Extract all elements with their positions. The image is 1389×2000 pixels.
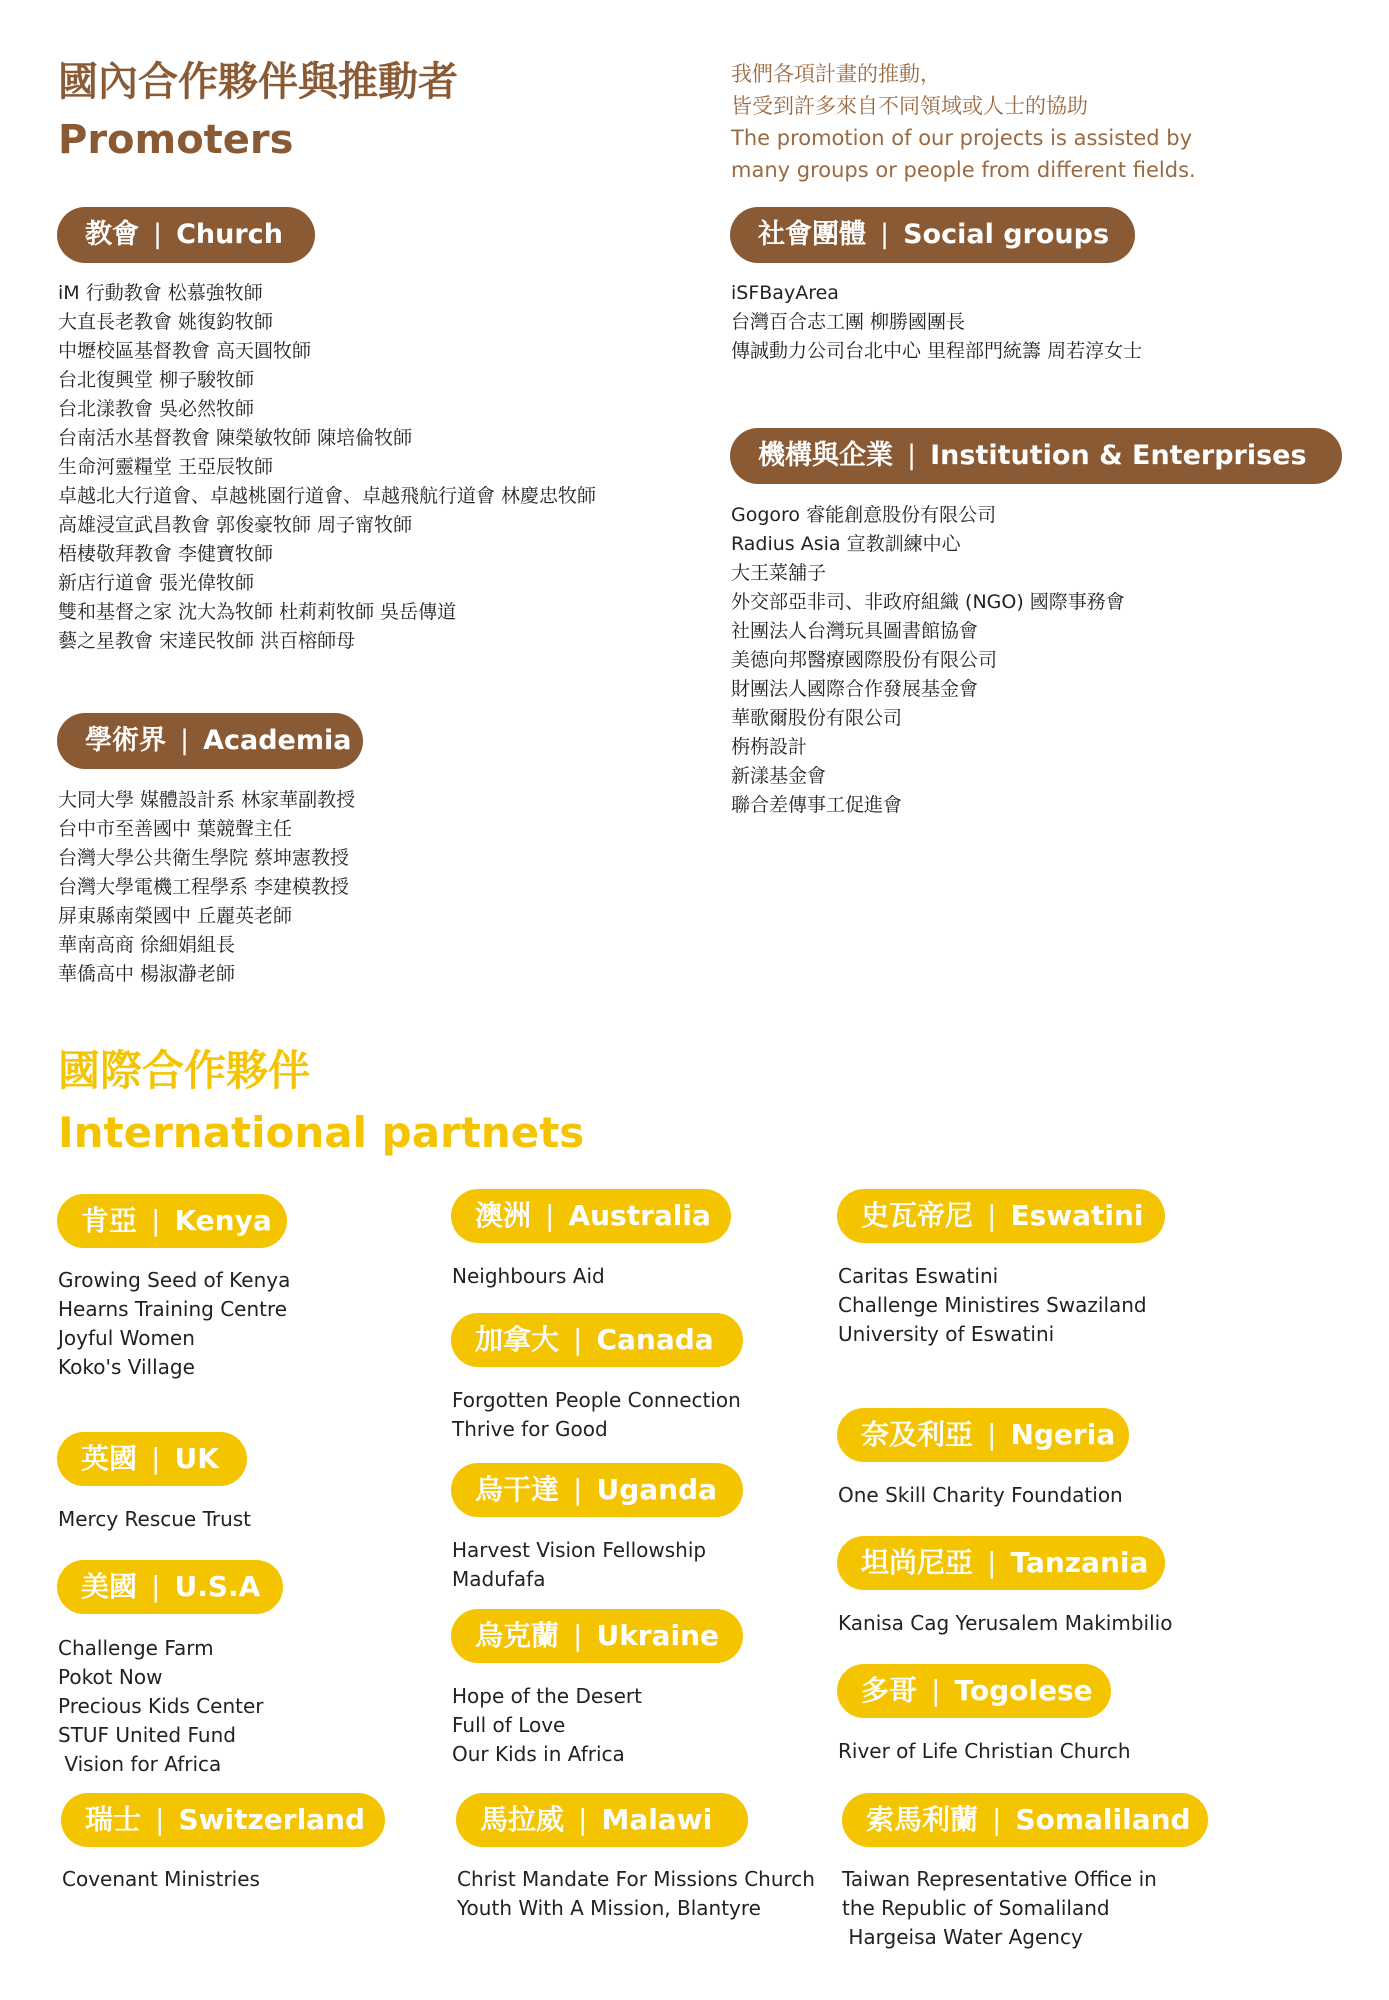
tanzania-badge: 坦尚尼亞 | Tanzania — [837, 1536, 1165, 1590]
list-item: 栴栴設計 — [731, 736, 808, 758]
badge-label-zh: 機構與企業 — [758, 440, 893, 471]
list-item: Challenge Ministires Swaziland — [838, 1293, 1147, 1317]
social-groups-list — [731, 279, 1142, 366]
canada-list — [452, 1386, 741, 1444]
international-heading — [58, 1040, 584, 1164]
list-item: Gogoro 睿能創意股份有限公司 — [731, 504, 997, 526]
list-item: 台灣大學公共衛生學院 蔡坤憲教授 — [58, 847, 350, 869]
list-item: River of Life Christian Church — [838, 1739, 1131, 1763]
badge-label-en: Australia — [568, 1199, 711, 1232]
somaliland-list — [842, 1865, 1157, 1952]
list-item: Kanisa Cag Yerusalem Makimbilio — [838, 1611, 1173, 1635]
list-item: 高雄浸宣武昌教會 郭俊豪牧師 周子甯牧師 — [58, 514, 413, 536]
list-item: 卓越北大行道會、卓越桃園行道會、卓越飛航行道會 林慶忠牧師 — [58, 485, 597, 507]
intro-line: 我們各項計畫的推動， — [731, 62, 941, 86]
malawi-badge: 馬拉威 | Malawi — [456, 1793, 748, 1847]
list-item: 台灣大學電機工程學系 李建模教授 — [58, 876, 350, 898]
academia-list — [58, 786, 355, 989]
list-item: 傳誠動力公司台北中心 里程部門統籌 周若淳女士 — [731, 340, 1143, 362]
intro-line: The promotion of our projects is assisted by — [731, 126, 1193, 150]
ukraine-list — [452, 1682, 642, 1769]
australia-list — [452, 1262, 605, 1291]
list-item: 台中市至善國中 葉競聲主任 — [58, 818, 293, 840]
list-item: Hargeisa Water Agency — [842, 1925, 1083, 1949]
international-title-zh: 國際合作夥伴 — [58, 1046, 311, 1095]
list-item: Pokot Now — [58, 1665, 163, 1689]
badge-label-zh: 烏克蘭 — [475, 1619, 560, 1652]
uganda-list — [452, 1536, 706, 1594]
list-item: Mercy Rescue Trust — [58, 1507, 252, 1531]
eswatini-list — [838, 1262, 1147, 1349]
badge-label-zh: 社會團體 — [758, 219, 866, 250]
list-item: 台北復興堂 柳子駿牧師 — [58, 369, 255, 391]
list-item: 新漾基金會 — [731, 765, 827, 787]
tanzania-list — [838, 1609, 1172, 1638]
church-list — [58, 279, 596, 656]
badge-label-zh: 烏干達 — [475, 1473, 560, 1506]
badge-label-en: Academia — [203, 725, 352, 756]
list-item: Full of Love — [452, 1713, 566, 1737]
badge-label-en: Malawi — [601, 1803, 713, 1836]
badge-label-en: U.S.A — [174, 1570, 261, 1603]
badge-label-zh: 澳洲 — [475, 1199, 532, 1232]
intro-line: many groups or people from different fields. — [731, 158, 1196, 182]
badge-label-zh: 奈及利亞 — [861, 1418, 974, 1451]
list-item: Growing Seed of Kenya — [58, 1268, 291, 1292]
uganda-badge: 烏干達 | Uganda — [451, 1463, 743, 1517]
badge-label-en: Somaliland — [1015, 1803, 1191, 1836]
list-item: Covenant Ministries — [62, 1867, 260, 1891]
list-item: Hope of the Desert — [452, 1684, 642, 1708]
badge-label-zh: 學術界 — [85, 725, 166, 756]
badge-label-en: Ngeria — [1010, 1418, 1116, 1451]
promoters-heading — [58, 52, 458, 170]
uk-list — [58, 1505, 251, 1534]
nigeria-badge: 奈及利亞 | Ngeria — [837, 1408, 1129, 1462]
list-item: Challenge Farm — [58, 1636, 214, 1660]
badge-label-zh: 加拿大 — [475, 1323, 560, 1356]
kenya-list — [58, 1266, 290, 1382]
promoters-intro — [731, 58, 1196, 186]
badge-label-zh: 馬拉威 — [480, 1803, 565, 1836]
list-item: 生命河靈糧堂 王亞辰牧師 — [58, 456, 274, 478]
academia-badge: 學術界 | Academia — [57, 713, 363, 769]
list-item: 社團法人台灣玩具圖書館協會 — [731, 620, 979, 642]
list-item: Madufafa — [452, 1567, 546, 1591]
malawi-list — [457, 1865, 815, 1923]
badge-label-en: Togolese — [954, 1674, 1093, 1707]
list-item: 大王菜舖子 — [731, 562, 827, 584]
badge-label-en: Church — [176, 219, 283, 250]
list-item: Thrive for Good — [452, 1417, 608, 1441]
togolese-list — [838, 1737, 1131, 1766]
list-item: iSFBayArea — [731, 282, 839, 304]
list-item: 外交部亞非司、非政府組織 (NGO) 國際事務會 — [731, 591, 1125, 613]
uk-badge: 英國 | UK — [57, 1432, 247, 1486]
badge-label-zh: 多哥 — [861, 1674, 918, 1707]
list-item: One Skill Charity Foundation — [838, 1483, 1123, 1507]
badge-label-en: Institution & Enterprises — [930, 440, 1307, 471]
badge-label-en: Kenya — [174, 1204, 272, 1237]
badge-label-zh: 教會 — [85, 219, 139, 250]
badge-label-en: Tanzania — [1010, 1546, 1149, 1579]
list-item: 雙和基督之家 沈大為牧師 杜莉莉牧師 吳岳傳道 — [58, 601, 457, 623]
list-item: Joyful Women — [58, 1326, 195, 1350]
promoters-title-en: Promoters — [58, 117, 294, 163]
australia-badge: 澳洲 | Australia — [451, 1189, 731, 1243]
list-item: Hearns Training Centre — [58, 1297, 288, 1321]
list-item: 藝之星教會 宋達民牧師 洪百榕師母 — [58, 630, 356, 652]
ukraine-badge: 烏克蘭 | Ukraine — [451, 1609, 743, 1663]
list-item: 屏東縣南榮國中 丘麗英老師 — [58, 905, 293, 927]
badge-label-en: Switzerland — [178, 1803, 366, 1836]
list-item: Taiwan Representative Office in — [842, 1867, 1157, 1891]
list-item: Harvest Vision Fellowship — [452, 1538, 707, 1562]
promoters-title-zh: 國內合作夥伴與推動者 — [58, 59, 458, 105]
nigeria-list — [838, 1481, 1123, 1510]
switzerland-badge: 瑞士 | Switzerland — [61, 1793, 385, 1847]
kenya-badge: 肯亞 | Kenya — [57, 1194, 287, 1248]
eswatini-badge: 史瓦帝尼 | Eswatini — [837, 1189, 1165, 1243]
list-item: Neighbours Aid — [452, 1264, 605, 1288]
list-item: 聯合差傳事工促進會 — [731, 794, 903, 816]
institution-badge: 機構與企業 | Institution & Enterprises — [730, 428, 1342, 484]
badge-label-zh: 坦尚尼亞 — [861, 1546, 974, 1579]
list-item: Vision for Africa — [58, 1752, 222, 1776]
list-item: 華僑高中 楊淑瀞老師 — [58, 963, 236, 985]
usa-badge: 美國 | U.S.A — [57, 1560, 283, 1614]
badge-label-en: UK — [174, 1442, 219, 1475]
badge-label-zh: 美國 — [81, 1570, 138, 1603]
list-item: 華南高商 徐細娟組長 — [58, 934, 236, 956]
somaliland-badge: 索馬利蘭 | Somaliland — [842, 1793, 1208, 1847]
list-item: University of Eswatini — [838, 1322, 1055, 1346]
badge-label-en: Social groups — [903, 219, 1110, 250]
list-item: Caritas Eswatini — [838, 1264, 999, 1288]
list-item: 財團法人國際合作發展基金會 — [731, 678, 979, 700]
list-item: 台南活水基督教會 陳榮敏牧師 陳培倫牧師 — [58, 427, 413, 449]
canada-badge: 加拿大 | Canada — [451, 1313, 743, 1367]
list-item: Precious Kids Center — [58, 1694, 264, 1718]
church-badge: 教會 | Church — [57, 207, 315, 263]
list-item: 華歌爾股份有限公司 — [731, 707, 903, 729]
badge-label-zh: 英國 — [81, 1442, 138, 1475]
list-item: 台北漾教會 吳必然牧師 — [58, 398, 255, 420]
list-item: 大同大學 媒體設計系 林家華副教授 — [58, 789, 356, 811]
list-item: 台灣百合志工團 柳勝國團長 — [731, 311, 966, 333]
badge-label-zh: 肯亞 — [81, 1204, 138, 1237]
list-item: Our Kids in Africa — [452, 1742, 625, 1766]
badge-label-zh: 瑞士 — [85, 1803, 142, 1836]
list-item: STUF United Fund — [58, 1723, 236, 1747]
list-item: 梧棲敬拜教會 李健寶牧師 — [58, 543, 274, 565]
list-item: 新店行道會 張光偉牧師 — [58, 572, 255, 594]
list-item: 大直長老教會 姚復鈞牧師 — [58, 311, 274, 333]
international-title-en: International partnets — [58, 1108, 585, 1157]
intro-line: 皆受到許多來自不同領域或人士的協助 — [731, 94, 1088, 118]
social-groups-badge: 社會團體 | Social groups — [730, 207, 1135, 263]
badge-label-zh: 史瓦帝尼 — [861, 1199, 974, 1232]
list-item: 中壢校區基督教會 高天圓牧師 — [58, 340, 312, 362]
switzerland-list — [62, 1865, 260, 1894]
institution-list — [731, 501, 1125, 820]
badge-label-en: Uganda — [596, 1473, 717, 1506]
togolese-badge: 多哥 | Togolese — [837, 1664, 1111, 1718]
list-item: Radius Asia 宣教訓練中心 — [731, 533, 961, 555]
list-item: the Republic of Somaliland — [842, 1896, 1110, 1920]
list-item: iM 行動教會 松慕強牧師 — [58, 282, 263, 304]
badge-label-en: Ukraine — [596, 1619, 720, 1652]
list-item: Koko's Village — [58, 1355, 195, 1379]
usa-list — [58, 1634, 264, 1779]
badge-label-zh: 索馬利蘭 — [866, 1803, 979, 1836]
list-item: Christ Mandate For Missions Church — [457, 1867, 815, 1891]
list-item: Youth With A Mission, Blantyre — [457, 1896, 761, 1920]
badge-label-en: Canada — [596, 1323, 714, 1356]
list-item: 美德向邦醫療國際股份有限公司 — [731, 649, 998, 671]
list-item: Forgotten People Connection — [452, 1388, 741, 1412]
badge-label-en: Eswatini — [1010, 1199, 1144, 1232]
